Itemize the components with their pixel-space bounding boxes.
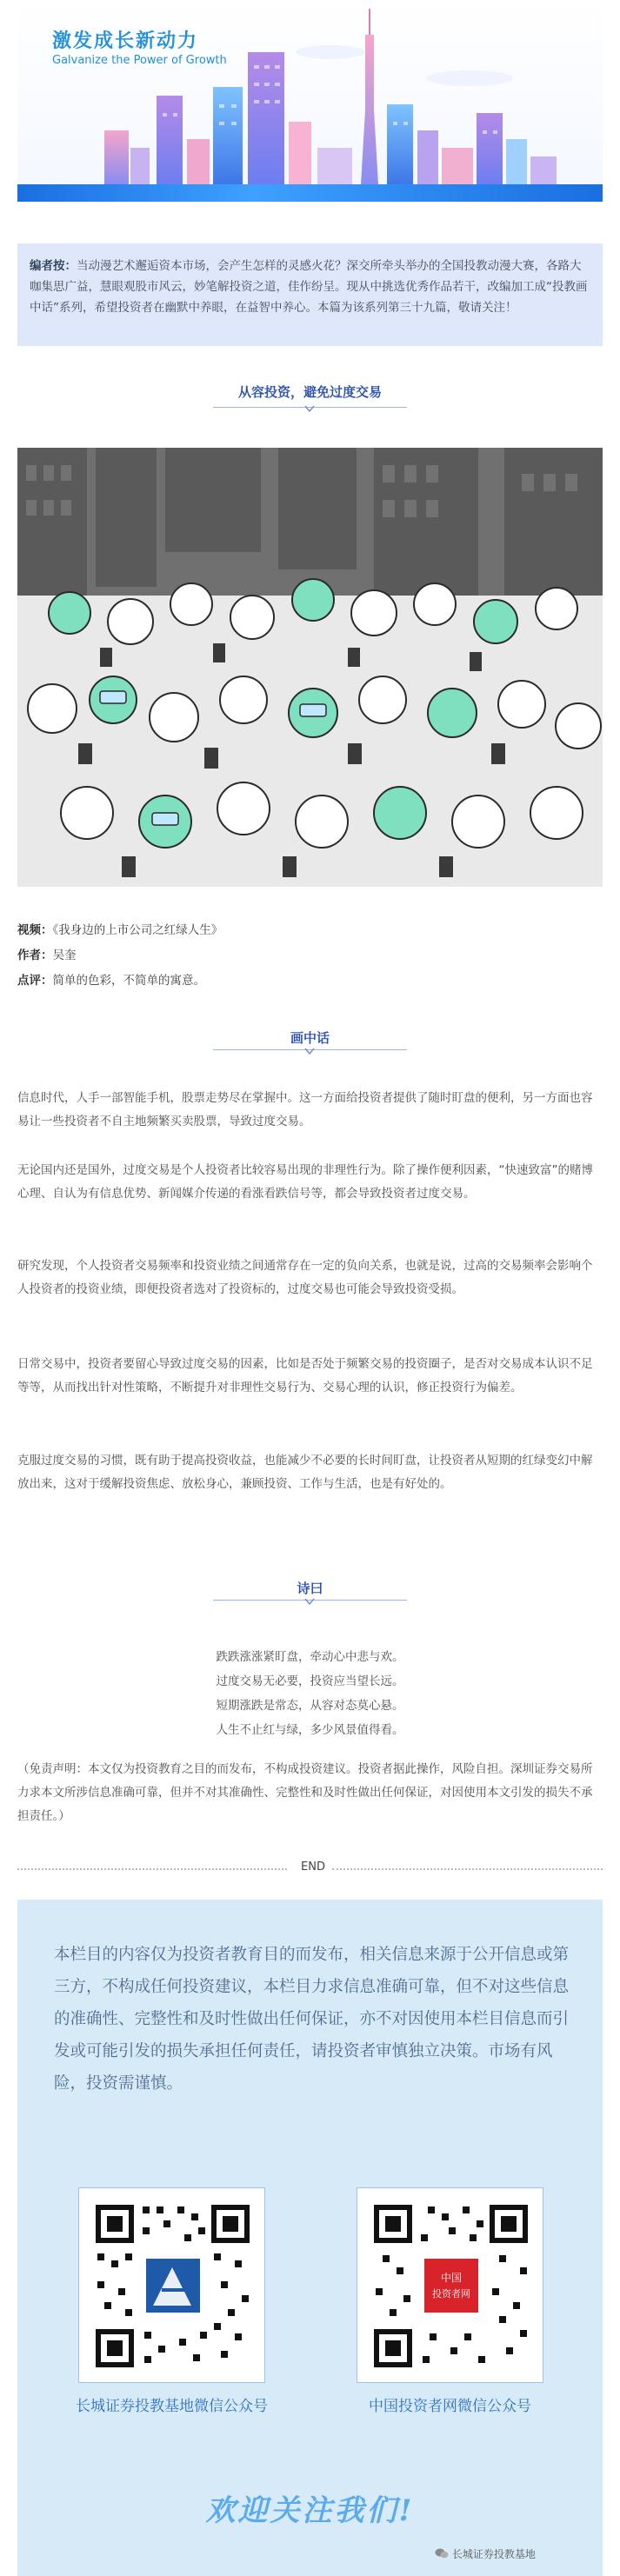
body-paragraph: 研究发现，个人投资者交易频率和投资业绩之间通常存在一定的负向关系，也就是说，过高的交易频率会影响个人投资者的投资业绩，即便投资者选对了投资标的，过度交易也可能会导致投资受损。 [17,1259,593,1296]
author-label: 作者： [17,949,53,962]
section-title-1 [0,383,620,417]
video-info [17,920,223,937]
poem-line: 过度交易无必要，投资应当望长远。 [216,1674,404,1688]
editor-note-text: 当动漫艺术邂逅资本市场，会产生怎样的灵感火花？深交所牵头举办的全国投教动漫大赛，各路大咖集思广益，慧眼观股市风云，妙笔解投资之道，佳作纷呈。现从中挑选优秀作品若干，改编加工成“投教画中话”系列，希望投资者在幽默中养眼，在益智中养心。本篇为该系列第三十九篇，敬请关注！ [30,259,588,315]
body-paragraph: 无论国内还是国外，过度交易是个人投资者比较容易出现的非理性行为。除了操作便利因素，“快速致富”的赌博心理、自认为有信息优势、新闻媒介传递的看涨看跌信号等，都会导致投资者过度交易。 [17,1163,593,1201]
poem-line: 人生不止红与绿，多少风景值得看。 [216,1723,404,1737]
footer-notice: 本栏目的内容仅为投资者教育目的而发布，相关信息来源于公开信息或第三方，不构成任何投资建议，本栏目力求信息准确可靠，但不对这些信息的准确性、完整性和及时性做出任何保证，亦不对因使用本栏目信息而引发或可能引发的损失承担任何责任，请投资者审慎独立决策。市场有风险，投资需谨慎。 [54,1946,570,2093]
qr-code-card-1 [78,2187,265,2383]
editor-note [30,256,592,318]
qr-caption-1: 长城证券投教基地微信公众号 [76,2398,268,2415]
poem-line: 短期涨跌是常态，从容对态莫心悬。 [216,1699,404,1713]
badge-logo-icon [424,2259,478,2313]
video-title: 《我身边的上市公司之红绿人生》 [52,923,223,937]
comment-text: 简单的色彩，不简单的寓意。 [52,974,205,988]
section-title-text: 诗曰 [281,1579,338,1597]
qr2-badge-line2: 投资者网 [432,2288,470,2300]
watermark [435,2546,536,2561]
author-name: 吴奎 [52,949,77,962]
qr-code-icon [370,2201,531,2371]
banner-strip [17,184,603,202]
poem-line: 跌跌涨涨紧盯盘，牵动心中悲与欢。 [216,1650,404,1664]
qr2-badge-line1: 中国 [440,2272,463,2284]
editor-note-box [17,243,603,346]
section-title-2 [0,1028,620,1063]
author-info [17,945,77,962]
comic-illustration [17,448,603,887]
wechat-icon [435,2548,449,2559]
end-label: END [301,1860,325,1874]
banner-subtitle: Galvanize the Power of Growth [52,54,227,67]
section-title-text: 从容投资，避免过度交易 [223,383,397,401]
section-title-3 [0,1579,620,1614]
qr-code-icon [92,2201,253,2371]
welcome-slogan: 欢迎关注我们! [205,2493,415,2528]
dotted-line-left [17,1868,287,1870]
dotted-line-right [332,1868,603,1870]
qr-caption-2: 中国投资者网微信公众号 [369,2398,531,2415]
qr-code-card-2 [357,2187,543,2383]
chevron-down-icon [304,403,315,414]
video-label: 视频： [17,923,53,937]
editor-note-label: 编者按： [30,259,77,273]
end-divider [17,1860,603,1878]
disclaimer-text: （免责声明：本文仅为投资教育之目的而发布，不构成投资建议。投资者据此操作，风险自担。深圳证券交易所力求本文所涉信息准确可靠，但并不对其准确性、完整性和及时性做出任何保证，对因使用本文引发的损失不承担责任。） [17,1762,593,1823]
comment-info [17,970,205,988]
chevron-down-icon [304,1046,315,1056]
crowd-with-phones-image [17,448,603,887]
watermark-text: 长城证券投教基地 [451,2548,536,2560]
comment-label: 点评： [17,974,53,988]
chevron-down-icon [304,1596,315,1607]
body-paragraph: 信息时代，人手一部智能手机，股票走势尽在掌握中。这一方面给投资者提供了随时盯盘的便利，另一方面也容易让一些投资者不自主地频繁买卖股票，导致过度交易。 [17,1091,593,1128]
banner-title: 激发成长新动力 [52,30,199,52]
section-title-text: 画中话 [275,1028,345,1047]
body-paragraph: 日常交易中，投资者要留心导致过度交易的因素，比如是否处于频繁交易的投资圈子，是否对交易成本认识不足等等，从而找出针对性策略，不断提升对非理性交易行为、交易心理的认识，修正投资行为偏差。 [17,1357,593,1395]
header-banner [17,0,603,209]
body-paragraph: 克服过度交易的习惯，既有助于提高投资收益，也能减少不必要的长时间盯盘，让投资者从短期的红绿变幻中解放出来，这对于缓解投资焦虑、放松身心，兼顾投资、工作与生活，也是有好处的。 [17,1454,593,1491]
